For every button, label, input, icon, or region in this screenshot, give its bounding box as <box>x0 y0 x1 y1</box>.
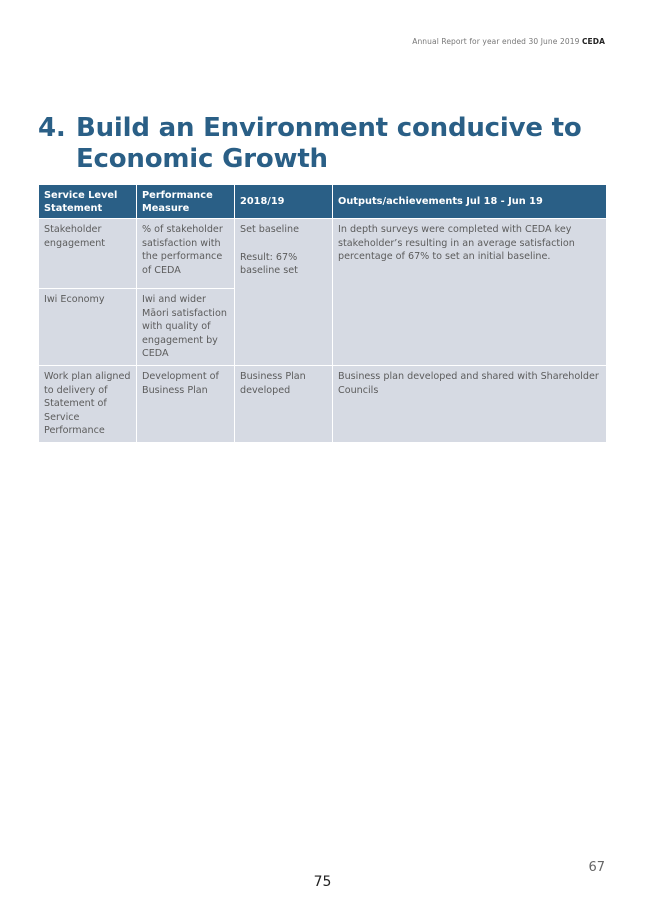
cell-target: Set baseline <box>240 224 299 235</box>
cell-service-level: Stakeholder engagement <box>39 219 137 289</box>
column-header-outputs: Outputs/achievements Jul 18 - Jun 19 <box>333 185 607 219</box>
cell-2018-19 <box>235 219 333 366</box>
section-title-line1: Build an Environment conducive to <box>76 113 582 143</box>
cell-outputs: Business plan developed and shared with Shareholder Councils <box>333 365 607 442</box>
running-header-text: Annual Report for year ended 30 June 2019 <box>412 37 580 46</box>
section-title <box>38 113 608 175</box>
pdf-page-number: 75 <box>313 874 332 890</box>
cell-performance-measure: % of stakeholder satisfaction with the performance of CEDA <box>137 219 235 289</box>
running-header <box>412 37 605 46</box>
running-header-org: CEDA <box>581 37 605 46</box>
cell-2018-19: Business Plan developed <box>235 365 333 442</box>
column-header-service-level: Service Level Statement <box>39 185 137 219</box>
cell-result: Result: 67% baseline set <box>240 251 298 277</box>
page-number: 67 <box>588 860 605 875</box>
column-header-performance-measure: Performance Measure <box>137 185 235 219</box>
section-number: 4. <box>38 113 66 143</box>
table-row <box>39 365 607 442</box>
table-header-row <box>39 185 607 219</box>
table-row <box>39 219 607 289</box>
cell-service-level: Iwi Economy <box>39 289 137 366</box>
column-header-2018-19: 2018/19 <box>235 185 333 219</box>
cell-performance-measure: Iwi and wider Māori satisfaction with quality of engagement by CEDA <box>137 289 235 366</box>
cell-service-level: Work plan aligned to delivery of Statement of Service Performance <box>39 365 137 442</box>
service-level-table <box>38 184 607 443</box>
cell-performance-measure: Development of Business Plan <box>137 365 235 442</box>
cell-outputs: In depth surveys were completed with CEDA key stakeholder’s resulting in an average satisfaction percentage of 67% to set an initial baseline. <box>333 219 607 366</box>
section-title-line2: Economic Growth <box>76 144 328 174</box>
